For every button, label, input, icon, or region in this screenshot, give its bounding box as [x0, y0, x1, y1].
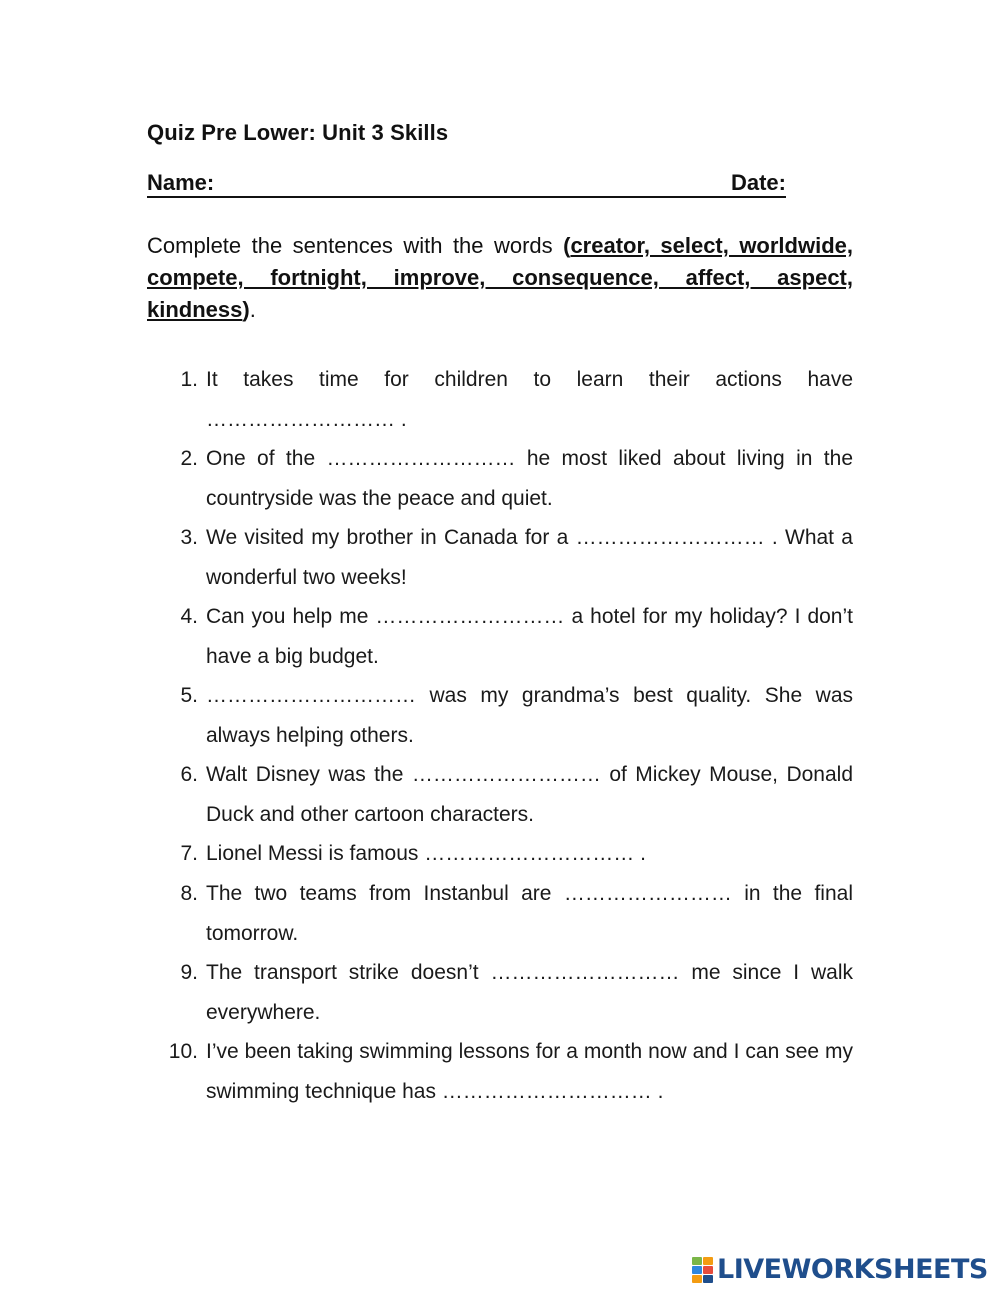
question-item [180, 874, 853, 953]
instructions-lead: Complete the sentences with the words [147, 233, 564, 258]
page-title: Quiz Pre Lower: Unit 3 Skills [147, 120, 449, 145]
question-text: Can you help me ……………………… a hotel for my holiday? I don’t have a big budget. [206, 605, 853, 668]
question-text: The two teams from Instanbul are …………………… in the final tomorrow. [206, 882, 853, 945]
question-item [180, 834, 853, 874]
logo-tile-green [692, 1257, 702, 1265]
instructions-close-paren: ) [242, 297, 250, 322]
question-number: 9. [180, 961, 198, 984]
question-text: We visited my brother in Canada for a ……………………… . What a wonderful two weeks! [206, 526, 853, 589]
question-item [180, 755, 853, 834]
question-number: 6. [180, 763, 198, 786]
question-item [168, 1032, 853, 1111]
logo-tile-red [703, 1266, 713, 1274]
liveworksheets-logo [692, 1255, 988, 1285]
question-text: It takes time for children to learn their actions have ……………………… . [206, 368, 853, 431]
instructions [147, 230, 853, 326]
question-item [180, 439, 853, 518]
logo-wordmark: LIVEWORKSHEETS [717, 1254, 988, 1285]
question-text: One of the ……………………… he most liked about living in the countryside was the peace and quiet. [206, 447, 853, 510]
question-item [180, 597, 853, 676]
question-number: 7. [180, 842, 198, 865]
question-text: ………………………… was my grandma’s best quality. She was always helping others. [206, 684, 853, 747]
question-item [180, 518, 853, 597]
question-item [180, 953, 853, 1032]
question-number: 2. [180, 447, 198, 470]
question-text: Walt Disney was the ……………………… of Mickey Mouse, Donald Duck and other cartoon characters. [206, 763, 853, 826]
question-item [180, 676, 853, 755]
liveworksheets-logo-icon [692, 1257, 714, 1283]
question-text: The transport strike doesn’t ……………………… me since I walk everywhere. [206, 961, 853, 1024]
question-text: I’ve been taking swimming lessons for a month now and I can see my swimming technique has ………………………… . [206, 1040, 853, 1103]
question-number: 8. [180, 882, 198, 905]
question-number: 5. [180, 684, 198, 707]
question-number: 10. [168, 1040, 198, 1063]
question-number: 3. [180, 526, 198, 549]
logo-tile-blue-2 [703, 1275, 713, 1283]
logo-tile-orange-2 [692, 1275, 702, 1283]
date-label: Date: [730, 170, 786, 195]
question-number: 1. [180, 368, 198, 391]
word-bank: creator, select, worldwide, compete, fortnight, improve, consequence, affect, aspect, kindness [147, 233, 853, 322]
logo-tile-blue [692, 1266, 702, 1274]
instructions-open-paren: ( [563, 233, 571, 258]
logo-tile-orange [703, 1257, 713, 1265]
question-number: 4. [180, 605, 198, 628]
name-date-line [147, 170, 786, 198]
instructions-end: . [249, 297, 256, 322]
question-item [180, 360, 853, 439]
question-text: Lionel Messi is famous ………………………… . [206, 842, 646, 865]
name-label: Name: [147, 170, 215, 195]
